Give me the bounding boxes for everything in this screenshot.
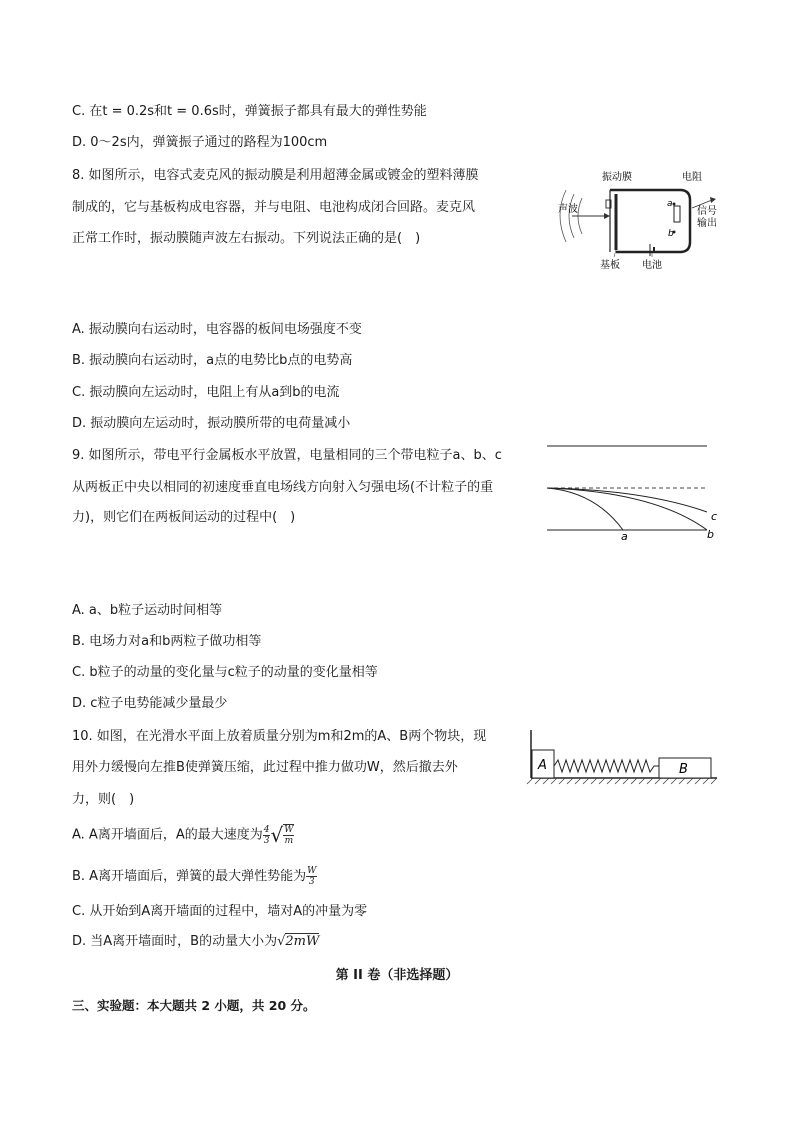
q10a-coef-den: 3 <box>263 835 270 846</box>
q10-option-c: C. 从开始到A离开墙面的过程中，墙对A的冲量为零 <box>72 904 368 919</box>
q10-stem-line1: 10. 如图，在光滑水平面上放着质量分别为m和2m的A、B两个物块，现 <box>72 729 487 744</box>
sound-wave-label: 声波 <box>558 204 578 215</box>
q10-option-d-text: D. 当A离开墙面时，B的动量大小为 <box>72 934 278 949</box>
battery-label: 电池 <box>642 260 662 271</box>
q7-option-d: D. 0～2s内，弹簧振子通过的路程为100cm <box>72 135 328 150</box>
q10-spring-blocks-figure <box>525 728 725 786</box>
block-a-label: A <box>538 758 547 773</box>
q10b-den: 3 <box>308 877 315 887</box>
q8-option-a: A. 振动膜向右运动时，电容器的板间电场强度不变 <box>72 322 362 337</box>
q10a-root-den: m <box>284 836 294 846</box>
q9-stem-line2: 从两板正中央以相同的初速度垂直电场线方向射入匀强电场(不计粒子的重 <box>72 480 494 495</box>
q9-parallel-plates-figure <box>545 440 725 544</box>
q9-stem-line3: 力)，则它们在两板间运动的过程中( ) <box>72 510 296 525</box>
q8-option-b: B. 振动膜向右运动时，a点的电势比b点的电势高 <box>72 353 353 368</box>
q10-option-b <box>72 864 317 890</box>
q10-option-a-root <box>283 824 294 846</box>
q9-option-b: B. 电场力对a和b两粒子做功相等 <box>72 634 262 649</box>
sqrt-sign: √ <box>277 934 286 949</box>
particle-b-label: b <box>707 528 714 541</box>
q8-option-c: C. 振动膜向左运动时，电阻上有从a到b的电流 <box>72 385 340 400</box>
resistor-label: 电阻 <box>682 172 702 183</box>
signal-out-label-2: 输出 <box>697 218 717 229</box>
particle-a-label: a <box>621 530 628 543</box>
q10b-num: W <box>307 866 317 876</box>
part-three-heading: 三、实验题：本大题共 2 小题，共 20 分。 <box>72 998 316 1013</box>
point-a-label: a <box>667 199 673 209</box>
q8-microphone-figure <box>552 160 732 275</box>
q9-option-d: D. c粒子电势能减少量最少 <box>72 696 228 711</box>
q10-option-a <box>72 822 294 849</box>
vibrating-film-label: 振动膜 <box>602 172 632 183</box>
q8-stem-line3: 正常工作时，振动膜随声波左右振动。下列说法正确的是( ) <box>72 231 421 246</box>
q10a-coef-num: 4 <box>263 824 270 835</box>
q8-stem-line2: 制成的，它与基板构成电容器，并与电阻、电池构成闭合回路。麦克风 <box>72 200 476 215</box>
q9-option-c: C. b粒子的动量的变化量与c粒子的动量的变化量相等 <box>72 665 378 680</box>
point-b-label: b <box>668 229 674 239</box>
particle-c-label: c <box>711 510 718 523</box>
q10-option-a-text: A. A离开墙面后，A的最大速度为 <box>72 827 263 843</box>
q9-option-a: A. a、b粒子运动时间相等 <box>72 603 223 618</box>
q10-option-d-root: 2mW <box>285 934 320 949</box>
q10a-root-num: W <box>284 825 294 835</box>
q10-option-b-text: B. A离开墙面后，弹簧的最大弹性势能为 <box>72 869 307 884</box>
q7-option-c: C. 在t = 0.2s和t = 0.6s时，弹簧振子都具有最大的弹性势能 <box>72 104 427 119</box>
base-plate-label: 基板 <box>600 260 620 271</box>
section-ii-title: 第 II 卷（非选择题） <box>335 968 459 983</box>
q10-stem-line3: 力，则( ) <box>72 792 135 807</box>
q8-option-d: D. 振动膜向左运动时，振动膜所带的电荷量减小 <box>72 416 351 431</box>
signal-out-label-1: 信号 <box>697 206 717 217</box>
sqrt-sign: √ <box>270 823 284 847</box>
block-b-label: B <box>679 762 688 777</box>
q10-stem-line2: 用外力缓慢向左推B使弹簧压缩，此过程中推力做功W，然后撤去外 <box>72 760 458 775</box>
q8-stem-line1: 8. 如图所示，电容式麦克风的振动膜是利用超薄金属或镀金的塑料薄膜 <box>72 168 479 183</box>
q9-stem-line1: 9. 如图所示，带电平行金属板水平放置，电量相同的三个带电粒子a、b、c <box>72 448 502 463</box>
q10-option-d <box>72 932 319 952</box>
q10-option-b-frac <box>306 866 317 887</box>
